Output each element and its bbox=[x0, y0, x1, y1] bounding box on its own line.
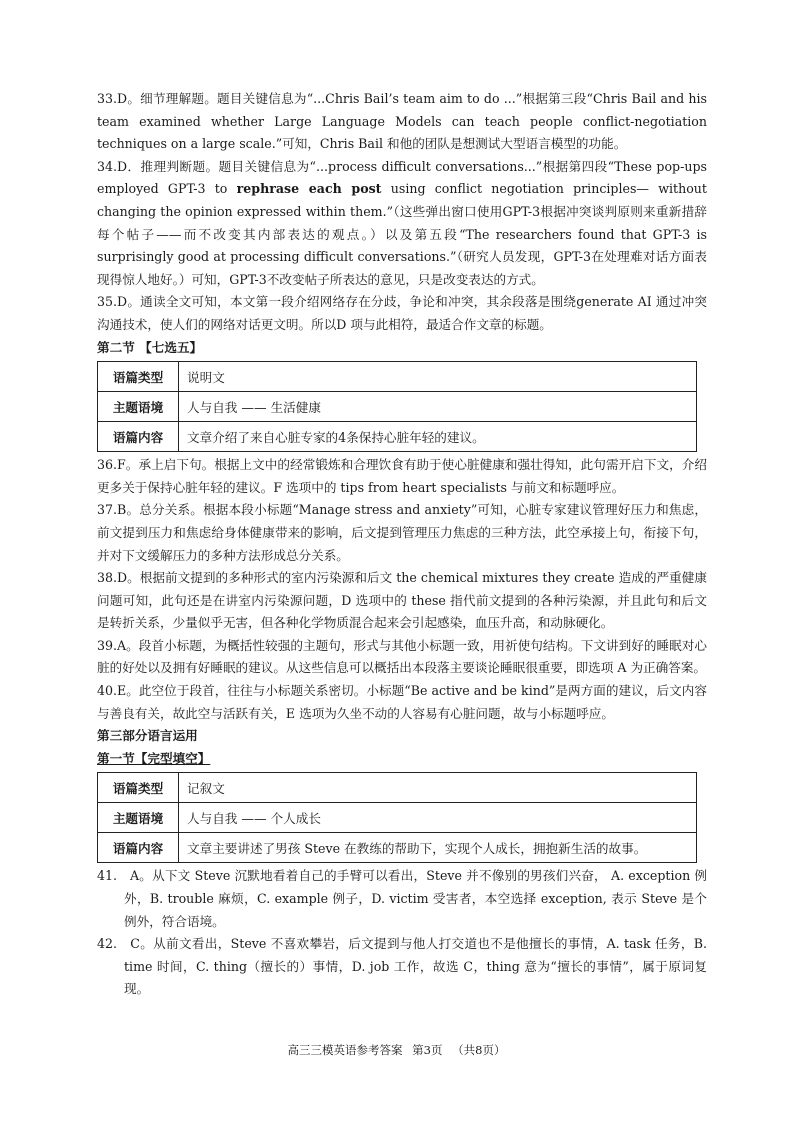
answer-34 bbox=[97, 156, 707, 292]
answer-33: 33.D。细节理解题。题目关键信息为“...Chris Bail’s team aim to do ...”根据第三段“Chris Bail and his team examined whether Large Language Models can teach people conflict-negotiation techniques on a large scale.”可知，Chris Bail 和他的团队是想测试大型语言模型的功能。 bbox=[97, 91, 707, 152]
section2-heading: 第二节 【七选五】 bbox=[97, 339, 203, 355]
footer-page-total: （共8页） bbox=[452, 1043, 506, 1057]
answer-36: 36.F。承上启下句。根据上文中的经常锻炼和合理饮食有助于使心脏健康和强壮得知，此句需开启下文，介绍更多关于保持心脏年轻的建议。F 选项中的 tips from heart specialists 与前文和标题呼应。 bbox=[97, 457, 707, 495]
answer-39: 39.A。段首小标题，为概括性较强的主题句，形式与其他小标题一致，用祈使句结构。下文讲到好的睡眠对心脏的好处以及拥有好睡眠的建议。从这些信息可以概括出本段落主要谈论睡眠很重要，即选项 A 为正确答案。 bbox=[97, 637, 707, 676]
passage-info-table-2 bbox=[97, 772, 697, 863]
table-row bbox=[98, 773, 697, 803]
page-footer bbox=[0, 1042, 793, 1058]
table-value: 人与自我 —— 生活健康 bbox=[179, 392, 697, 422]
section1-heading: 第一节【完型填空】 bbox=[97, 750, 211, 766]
table-label: 主题语境 bbox=[98, 803, 179, 833]
table-label: 语篇内容 bbox=[98, 833, 179, 863]
table-row bbox=[98, 803, 697, 833]
footer-page-number: 第3页 bbox=[412, 1043, 443, 1057]
table-label: 语篇内容 bbox=[98, 422, 179, 452]
answer-34-text-b: using conflict negotiation principles— without changing the opinion expressed within them.”（这些弹出窗口使用GPT-3根据冲突谈判原则来重新措辞每个帖子——而不改变其内部表达的观点。）以及第五段“The researchers found that GPT-3 is surprisingly good at processing difficult conversations.”（研究人员发现，GPT-3在处理难对话方面表现得惊人地好。）可知，GPT-3不改变帖子所表达的意见，只是改变表达的方式。 bbox=[97, 181, 707, 287]
table-row bbox=[98, 422, 697, 452]
table-value: 文章介绍了来自心脏专家的4条保持心脏年轻的建议。 bbox=[179, 422, 697, 452]
passage-info-table-1 bbox=[97, 361, 697, 452]
table-row bbox=[98, 392, 697, 422]
table-label: 语篇类型 bbox=[98, 362, 179, 392]
table-value: 记叙文 bbox=[179, 773, 697, 803]
table-value: 文章主要讲述了男孩 Steve 在教练的帮助下，实现个人成长，拥抱新生活的故事。 bbox=[179, 833, 697, 863]
answer-42: 42. C。从前文看出，Steve 不喜欢攀岩，后文提到与他人打交道也不是他擅长的事情，A. task 任务，B. time 时间，C. thing（擅长的）事情，D. job 工作，故选 C，thing 意为“擅长的事情”，属于原词复现。 bbox=[97, 936, 707, 997]
answer-37: 37.B。总分关系。根据本段小标题“Manage stress and anxiety”可知，心脏专家建议管理好压力和焦虑，前文提到压力和焦虑给身体健康带来的影响，后文提到管理压力焦虑的三种方法，此空承接上句，衔接下句，并对下文缓解压力的多种方法形成总分关系。 bbox=[97, 502, 707, 563]
table-value: 人与自我 —— 个人成长 bbox=[179, 803, 697, 833]
answer-40: 40.E。此空位于段首，往往与小标题关系密切。小标题“Be active and be kind”是两方面的建议，后文内容与善良有关，故此空与活跃有关，E 选项为久坐不动的人容易有心脏问题，故与小标题呼应。 bbox=[97, 683, 707, 721]
answer-34-text-a: 34.D．推理判断题。题目关键信息为“...process difficult conversations...”根据第四段“These pop-ups employed GPT-3 to bbox=[97, 158, 707, 197]
table-row bbox=[98, 833, 697, 863]
answer-35: 35.D。通读全文可知，本文第一段介绍网络存在分歧，争论和冲突，其余段落是围绕generate AI 通过冲突沟通技术，使人们的网络对话更文明。所以D 项与此相符，最适合作文章的标题。 bbox=[97, 294, 707, 332]
footer-title: 高三三模英语参考答案 bbox=[287, 1043, 403, 1057]
table-value: 说明文 bbox=[179, 362, 697, 392]
answer-38: 38.D。根据前文提到的多种形式的室内污染源和后文 the chemical mixtures they create 造成的严重健康问题可知，此句还是在讲室内污染源问题，D 选项中的 these 指代前文提到的各种污染源，并且此句和后文是转折关系，少量似乎无害，但各种化学物质混合起来会引起感染，血压升高，和动脉硬化。 bbox=[97, 570, 707, 631]
table-label: 主题语境 bbox=[98, 392, 179, 422]
answer-41: 41. A。从下文 Steve 沉默地看着自己的手臂可以看出，Steve 并不像别的男孩们兴奋， A. exception 例外，B. trouble 麻烦，C. example 例子，D. victim 受害者，本空选择 exception, 表示 Steve 是个例外，符合语境。 bbox=[97, 868, 707, 929]
table-row bbox=[98, 362, 697, 392]
table-label: 语篇类型 bbox=[98, 773, 179, 803]
part3-heading: 第三部分语言运用 bbox=[97, 728, 198, 744]
answer-34-bold-quote: rephrase each post bbox=[236, 181, 382, 197]
answer-sheet bbox=[97, 88, 707, 1001]
